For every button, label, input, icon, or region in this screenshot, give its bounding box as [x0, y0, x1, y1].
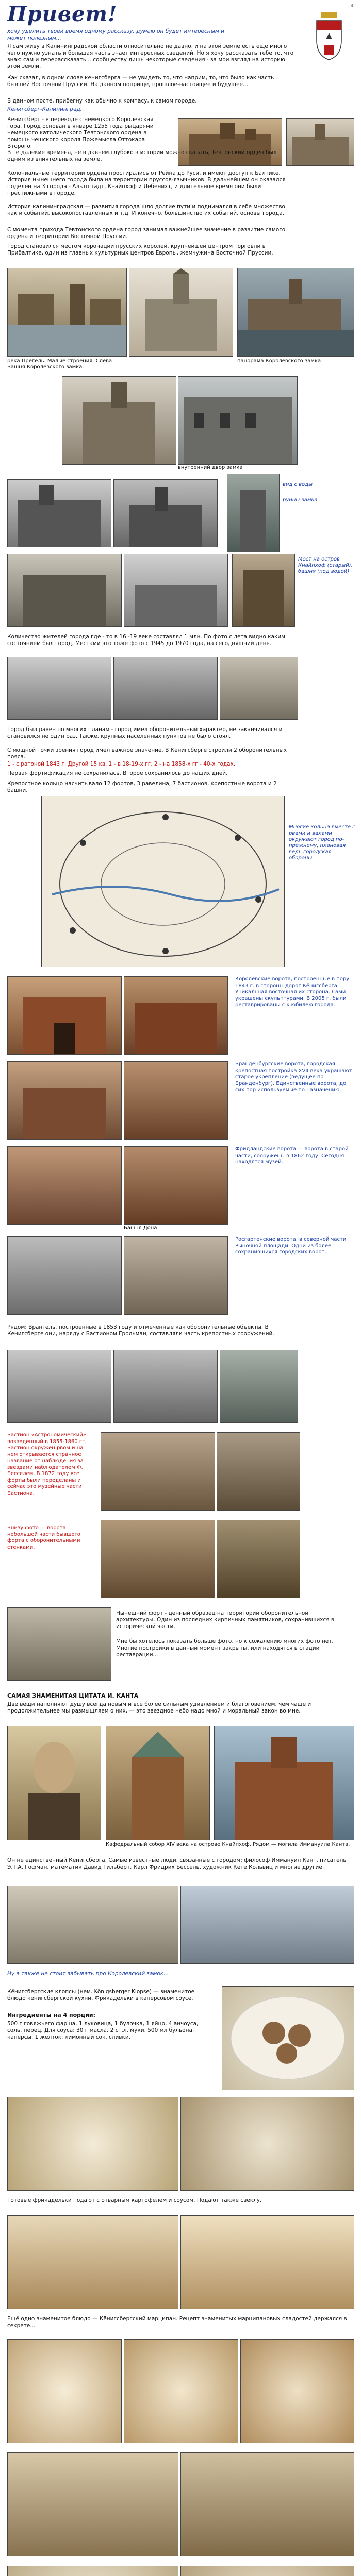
section-label-koenigsberg: Кёнигсберг-Калининград. [7, 106, 82, 112]
paragraph-22: Ещё одно знаменитое блюдо — Кёнигсбергский марципан. Рецепт знаменитых марципановых сладостей держался в секрете... [7, 2316, 347, 2329]
paragraph-10: Количество жителей города где - то в 16 -19 веке составлял 1 млн. По фото с лета видно каким состоянием был город. Местами это тоже фото с 1945 до 1970 года, на сегодняшний день. [7, 634, 286, 647]
paragraph-6: Колониальные территории ордена простирались от Рейна до Руси, и имеют доступ к Балтике. История нынешнего города была на территории пруссов-язычников. В дальнейшем он оказался поделен на 3 города - Альтштадт, Кнайпхоф и Лёбенихт, и длительное время они были престижными в городе. [7, 170, 286, 196]
food-photo-4 [180, 2566, 354, 2576]
paragraph-3: В данном посте, прибегну как обычно к компасу, к самом городе. [7, 98, 197, 104]
sweets-photo-2 [124, 2339, 238, 2443]
ruins-photo-3 [227, 474, 280, 552]
tower-photo [124, 1146, 228, 1225]
intro-text: хочу уделить твоей время одному рассказу, думаю он будет интересным и может полезным... [7, 28, 224, 41]
caption-castle: панорама Королевского замка [237, 358, 321, 364]
paragraph-14: Крепостное кольцо насчитывало 12 фортов, 3 равелина, 7 бастионов, крепостные ворота и 2 башни. [7, 781, 277, 793]
courtyard-photo-2 [178, 376, 298, 465]
bastion-photo-4 [101, 1432, 215, 1511]
caption-tower: Башня Дона [124, 1225, 157, 1231]
new-city-photo [180, 1886, 354, 1964]
paragraph-17: Мне бы хотелось показать больше фото, но к сожалению многих фото нет. Многие постройки в данный момент закрыты, или находятся в стадии реставрации... [116, 1638, 334, 1658]
river-photo [7, 268, 127, 357]
sweets-photo-1 [7, 2339, 122, 2443]
ruins-photo-5 [124, 554, 228, 627]
paragraph-9: Город становился местом коронации прусских королей, крупнейшей центром торговли в Прибалтике, один из главных культурных центров Европы, жемчужина Восточной Пруссии. [7, 243, 273, 256]
ruins-photo-2 [113, 479, 218, 547]
marzipan-photo-2 [180, 2215, 354, 2309]
paragraph-5: В те далекие времена, не в давнем глубоко в истории можно сказать, Тевтонский орден был одним из влиятельных на земле. [7, 149, 277, 162]
sidebar-friedland-gate: Фридландские ворота — ворота в старой части, сооружены в 1862 году. Сегодня находятся музей. [235, 1146, 349, 1165]
paragraph-1: Я сам живу в Калининградской области относительно не давно, и на этой земле есть еще много чего нужно узнать и большая часть знает интересных сведений. Но я хочу рассказать тебе то, что знаю сам и перерассказать... сообществу лишь некоторые сведения - за мои взгляд на историю этой земли. [7, 43, 294, 70]
page-number: 4 [350, 3, 354, 9]
coat-of-arms-icon [309, 9, 349, 61]
cathedral-photo-2 [214, 1726, 354, 1840]
brandenburg-gate-photo-2 [124, 1061, 228, 1140]
caption-river: река Прегель. Малые строения. Слева Башня Королевского замка. [7, 358, 112, 370]
paragraph-15: Рядом: Врангель, построенные в 1853 году и отмеченные как оборонительные объекты. В Кенигсберге они, наряду с Бастионом Грольман, составляли часть крепостных сооружений. [7, 1324, 274, 1337]
friedland-gate-photo [7, 1146, 122, 1225]
paragraph-8: С момента прихода Тевтонского ордена город занимал важнейшее значение в развитие самого ордена и территории Восточной Пруссии. [7, 227, 286, 240]
paragraph-4: Кёнигсберг - в переводе с немецкого Королевская гора. Город основан в январе 1255 года рыцарями немецкого католического Тевтонского ордена в помощь чешского короля Пржемысла Оттокара Второго. [7, 116, 154, 149]
paragraph-18: Он не единственный Кенигсберга. Самые известные люди, связанные с городом: философ Иммануил Кант, писатель Э.Т.А. Гофман, математик Давид Гильберт, Карл Фридрих Бессель, художник Кете Кольвиц и многие другие. [7, 1857, 347, 1870]
dish-photo-1 [7, 2097, 178, 2191]
paragraph-2: Как сказал, в одном слове кенигсберга — не увидеть то, что наприм, то, что было как часть бывшей Восточной Пруссии. На данном поприще, прошлое-настоящее и будущее... [7, 75, 274, 88]
castle-drawing [129, 268, 233, 357]
annotation-walls: вид с воды [283, 482, 313, 487]
cathedral-photo-1 [106, 1726, 210, 1840]
fort-photo-1 [101, 1520, 215, 1598]
city-photo-2 [113, 657, 218, 720]
recipe-title: Ингредиенты на 4 порции: [7, 2012, 96, 2019]
paragraph-13: Первая фортификация не сохранилась. Второе сохранилось до наших дней. [7, 770, 228, 776]
kant-quote: Две вещи наполняют душу всегда новым и все более сильным удивлением и благоговением, чем чаще и продолжительнее мы размышляем о них, — это звездное небо надо мной и моральный закон во мне. [7, 1701, 311, 1714]
kant-portrait [7, 1726, 101, 1840]
old-city-photo [7, 1886, 178, 1964]
city-photo-3 [220, 657, 298, 720]
ruins-photo-6 [232, 554, 295, 627]
food-photo-3 [7, 2566, 178, 2576]
paragraph-20: Кёнигсбергские клопсы (нем. Königsberger Klopse) — знаменитое блюдо кёнигсбергской кухни. Фрикадельки в каперсовом соусе. [7, 1989, 195, 2002]
paragraph-7: История калининградская — развития города шло долгие пути и поднимался в себе множество как и событий, высокопоставленных и т.д. И конечно, большинство их событий, основы города. [7, 204, 285, 216]
rossgarten-gate-photo [7, 1236, 122, 1315]
klopse-photo [222, 1986, 354, 2090]
fortification-map [41, 796, 285, 967]
annotation-ruins: руины замка [283, 497, 318, 503]
caption-courtyard: внутренний двор замка [178, 465, 243, 470]
sidebar-kings-gate: Королевские ворота, построенные в пору 1843 г. в стороны дорог Кёнигсберга. Уникальная восточная их сторона. Сами украшены скульптурами. В 2005 г. были реставрированы с к юбилею города. [235, 976, 350, 1008]
food-photo-1 [7, 2452, 178, 2556]
bastion-photo-1 [7, 1350, 111, 1423]
ruins-photo-1 [7, 479, 111, 547]
dish-photo-2 [180, 2097, 354, 2191]
ruins-photo-4 [7, 554, 122, 627]
annotation-map: Многие кольца вместе с рвами и валами окружают город по-прежнему, плановая ведь городская обороны. [289, 824, 355, 861]
caption-cathedral: Кафедральный собор XIV века на острове Кнайпхоф. Рядом — могила Иммануила Канта. [106, 1842, 350, 1848]
bastion-photo-2 [113, 1350, 218, 1423]
food-photo-2 [180, 2452, 354, 2556]
rossgarten-gate-photo-2 [124, 1236, 228, 1315]
fort-photo-2 [217, 1520, 300, 1598]
marzipan-photo-1 [7, 2215, 178, 2309]
paragraph-16: Нынешний форт - ценный образец на территории оборонительной архитектуры. Один из последних кирпичных памятников, сохранившихся в исторической части. [116, 1610, 335, 1630]
paragraph-11: Город был равен по многих планам - город имел оборонительный характер, не заканчивался и становился не один раз. Также, крупных населенных пунктов не было стоял. [7, 726, 283, 739]
city-photo-1 [7, 657, 111, 720]
kings-gate-photo [7, 976, 122, 1055]
recipe-text: 500 г говяжьего фарша, 1 луковица, 1 булочка, 1 яйцо, 4 анчоуса, соль, перец. Для соуса: 30 г масла, 2 ст.л. муки, 500 мл бульона, каперсы, 1 желток, лимонный сок, сливки. [7, 2021, 199, 2040]
sidebar-rossgarten-gate: Росгартенские ворота, в северной части Рыночной площади. Одни из более сохранившихся городских ворот... [235, 1236, 347, 1255]
paragraph-12b: 1 - с ратоной 1843 г. Другой 15 кв, 1 - в 18-19-х гг, 2 - на 1858-х гг - 40-х годах. [7, 761, 236, 767]
paragraph-19: Ну а также не стоит забывать про Королевский замок... [7, 1971, 169, 1977]
bastion-photo-5 [217, 1432, 300, 1511]
kings-gate-photo-2 [124, 976, 228, 1055]
fort-photo-3 [7, 1607, 111, 1681]
paragraph-21: Готовые фрикадельки подают с отварным картофелем и соусом. Подают также свеклу. [7, 2197, 262, 2204]
bastion-photo-3 [220, 1350, 298, 1423]
courtyard-photo-1 [62, 376, 176, 465]
sweets-photo-3 [240, 2339, 354, 2443]
sidebar-bastion: Бастион «Астрономический» возведённый в 1855-1860 гг. Бастион окружен рвом и на нем открывается странное название от наблюдения за звездами наблюдателем Ф. Бесселем. В 1872 году все форты были переделаны и сейчас это музейные части Бастиона. [7, 1432, 87, 1496]
kant-title: САМАЯ ЗНАМЕНИТАЯ ЦИТАТА И. КАНТА [7, 1692, 139, 1699]
sidebar-brandenburg-gate: Бранденбургские ворота, городская крепостная постройка XVII века украшают старое укрепление (ведущее по Бранденбург). Единственные ворота, до сих пор используемые по назначению. [235, 1061, 352, 1093]
greeting-title: Привет! [7, 2, 118, 26]
brandenburg-gate-photo [7, 1061, 122, 1140]
paragraph-12: С мощной точки зрения город имел важное значение. В Кёнигсберге строили 2 оборонительных пояса. [7, 747, 287, 760]
castle-photo-2 [286, 118, 354, 166]
sidebar-fort: Внизу фото — ворота небольшой части бывшего форта с оборонительными стенками. [7, 1525, 80, 1550]
annotation-kant-bridge: Мост на остров Кнайпхоф (старый), башня (под водой) [298, 556, 353, 574]
castle-panorama-photo [237, 268, 354, 357]
